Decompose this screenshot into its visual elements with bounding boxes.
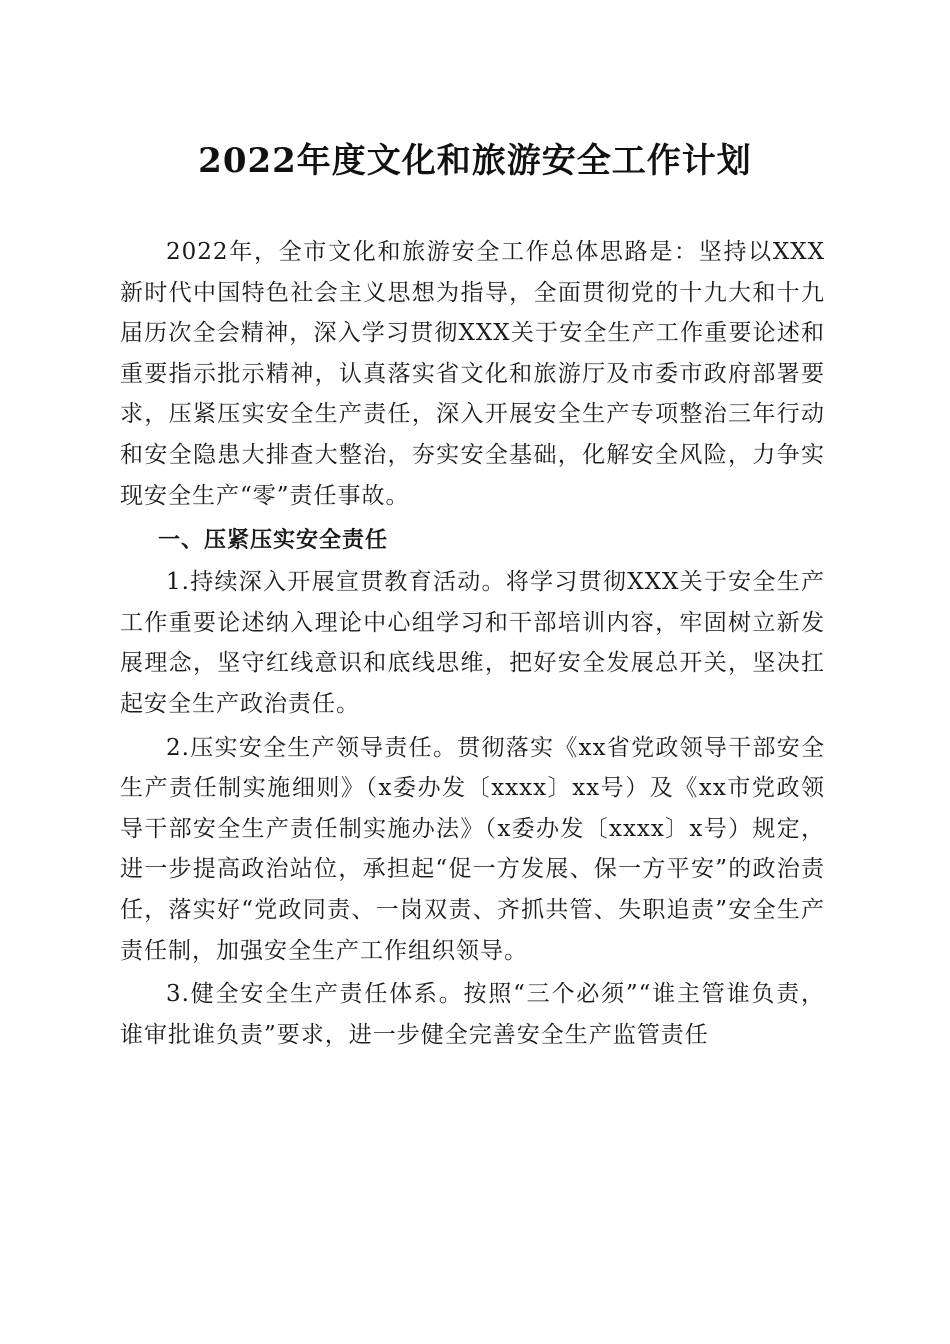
intro-paragraph: 2022年，全市文化和旅游安全工作总体思路是：坚持以XXX新时代中国特色社会主义思想为指导，全面贯彻党的十九大和十九届历次全会精神，深入学习贯彻XXX关于安全生产工作重要论述和重要指示批示精神，认真落实省文化和旅游厅及市委市政府部署要求，压紧压实安全生产责任，深入开展安全生产专项整治三年行动和安全隐患大排查大整治，夯实安全基础，化解安全风险，力争实现安全生产“零”责任事故。 [120,239,825,509]
document-body [120,232,825,1055]
item-paragraph-3: 3.健全安全生产责任体系。按照“三个必须”“谁主管谁负责，谁审批谁负责”要求，进一步健全完善安全生产监管责任 [120,981,825,1048]
item-paragraph-2: 2.压实安全生产领导责任。贯彻落实《xx省党政领导干部安全生产责任制实施细则》（x委办发〔xxxx〕xx号）及《xx市党政领导干部安全生产责任制实施办法》（x委办发〔xxxx〕x号）规定，进一步提高政治站位，承担起“促一方发展、保一方平安”的政治责任，落实好“党政同责、一岗双责、齐抓共管、失职追责”安全生产责任制，加强安全生产工作组织领导。 [120,734,825,964]
item-paragraph-1: 1.持续深入开展宣贯教育活动。将学习贯彻XXX关于安全生产工作重要论述纳入理论中心组学习和干部培训内容，牢固树立新发展理念，坚守红线意识和底线思维，把好安全发展总开关，坚决扛起安全生产政治责任。 [120,569,825,717]
section-heading-1: 一、压紧压实安全责任 [158,528,389,554]
document-title: 2022年度文化和旅游安全工作计划 [198,141,752,181]
